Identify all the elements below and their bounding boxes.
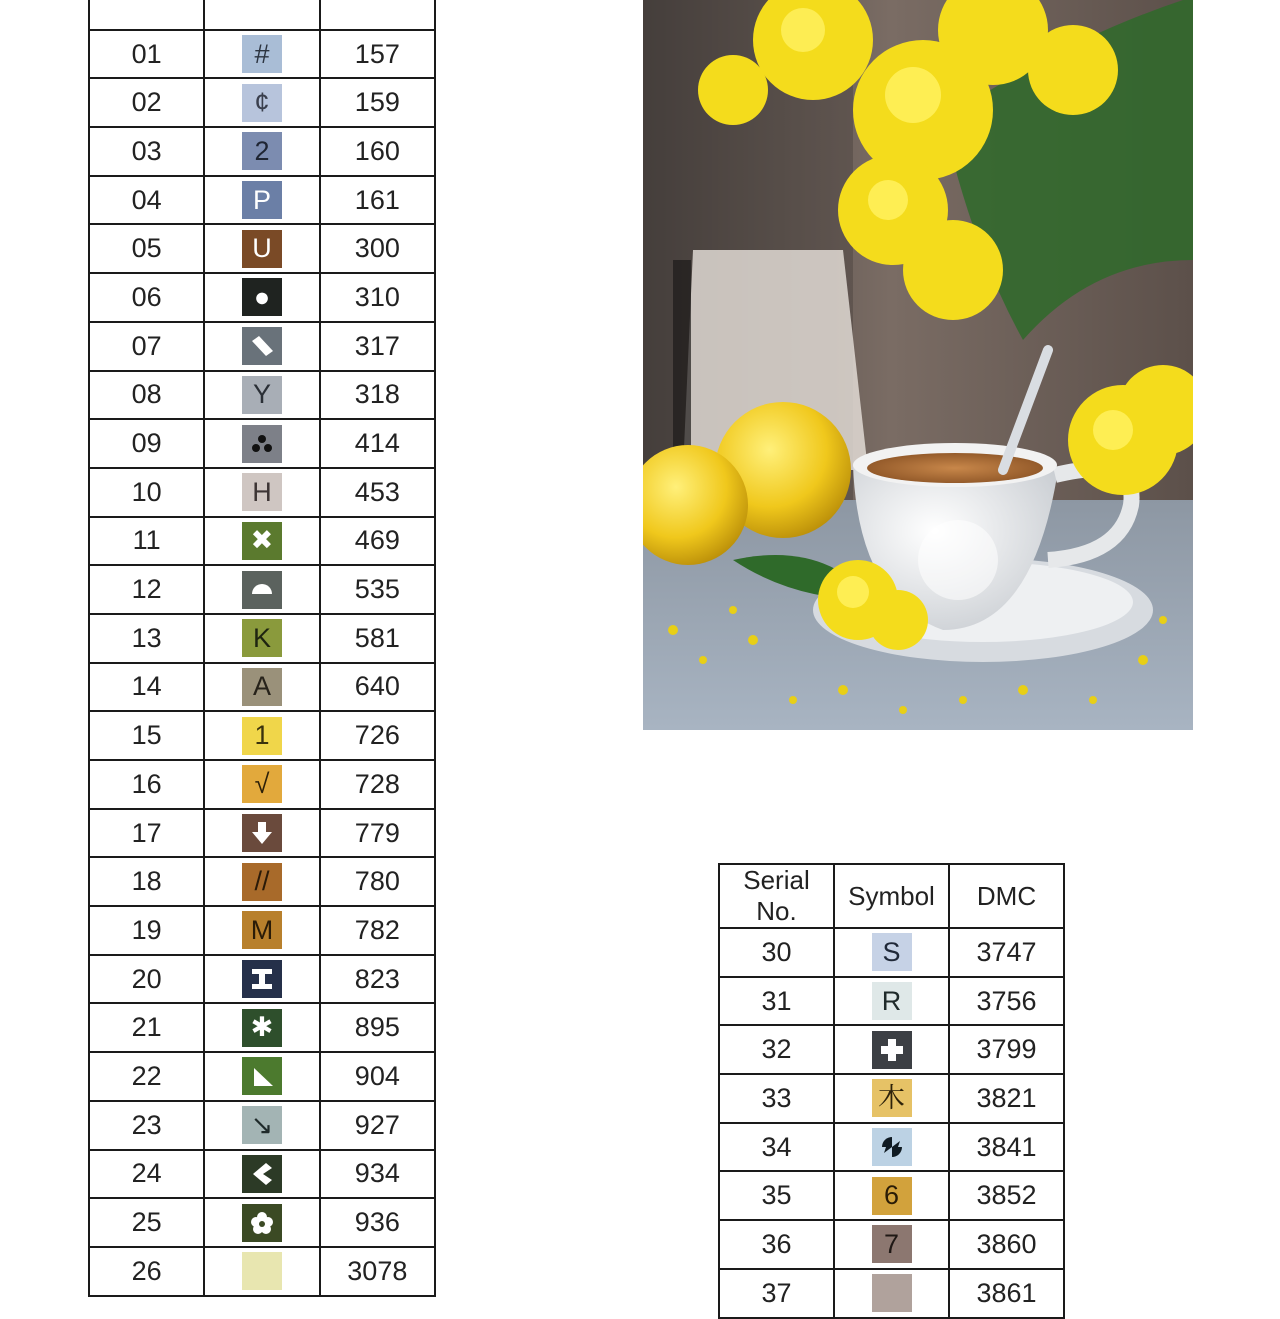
color-symbol-swatch: U bbox=[242, 230, 282, 268]
serial-number-cell: 24 bbox=[89, 1150, 204, 1199]
table-row bbox=[89, 614, 435, 663]
symbol-cell bbox=[204, 1101, 319, 1150]
table-row bbox=[89, 419, 435, 468]
mimosa-tea-photo bbox=[643, 0, 1193, 730]
serial-number-cell bbox=[89, 0, 204, 30]
table-row bbox=[89, 468, 435, 517]
serial-number-cell: 16 bbox=[89, 760, 204, 809]
symbol-cell bbox=[204, 760, 319, 809]
symbol-cell bbox=[834, 1220, 949, 1269]
symbol-cell bbox=[204, 1198, 319, 1247]
color-symbol-swatch: ✖ bbox=[242, 522, 282, 560]
symbol-cell bbox=[204, 322, 319, 371]
serial-number-cell: 34 bbox=[719, 1123, 834, 1172]
dmc-code-cell: 535 bbox=[320, 565, 435, 614]
symbol-cell bbox=[204, 176, 319, 225]
color-symbol-swatch: // bbox=[242, 863, 282, 901]
dmc-code-cell: 782 bbox=[320, 906, 435, 955]
color-symbol-swatch: # bbox=[242, 35, 282, 73]
color-symbol-swatch: 2 bbox=[242, 132, 282, 170]
dmc-code-cell: 780 bbox=[320, 857, 435, 906]
dmc-code-cell: 310 bbox=[320, 273, 435, 322]
serial-number-cell: 17 bbox=[89, 809, 204, 858]
symbol-cell bbox=[204, 1247, 319, 1296]
serial-number-cell: 36 bbox=[719, 1220, 834, 1269]
symbol-cell bbox=[204, 565, 319, 614]
dmc-code-cell: 161 bbox=[320, 176, 435, 225]
symbol-cell bbox=[834, 1025, 949, 1074]
serial-number-cell: 15 bbox=[89, 711, 204, 760]
serial-number-cell: 23 bbox=[89, 1101, 204, 1150]
color-symbol-swatch: H bbox=[242, 473, 282, 511]
serial-number-cell: 18 bbox=[89, 857, 204, 906]
table-row bbox=[89, 273, 435, 322]
color-symbol-swatch: Y bbox=[242, 376, 282, 414]
table-row bbox=[89, 857, 435, 906]
color-symbol-swatch: 1 bbox=[242, 717, 282, 755]
symbol-cell bbox=[204, 906, 319, 955]
serial-number-cell: 37 bbox=[719, 1269, 834, 1318]
symbol-cell bbox=[204, 468, 319, 517]
color-symbol-swatch: K bbox=[242, 619, 282, 657]
color-symbol-swatch: R bbox=[872, 982, 912, 1020]
color-symbol-swatch: A bbox=[242, 668, 282, 706]
table-row bbox=[89, 78, 435, 127]
serial-number-cell: 10 bbox=[89, 468, 204, 517]
color-symbol-swatch: √ bbox=[242, 765, 282, 803]
dmc-code-cell bbox=[320, 0, 435, 30]
serial-number-cell: 01 bbox=[89, 30, 204, 79]
table-row bbox=[89, 565, 435, 614]
serial-no-header: Serial No. bbox=[719, 864, 834, 928]
symbol-cell bbox=[204, 224, 319, 273]
table-row bbox=[89, 176, 435, 225]
table-row bbox=[719, 1074, 1064, 1123]
dmc-code-cell: 895 bbox=[320, 1003, 435, 1052]
symbol-cell bbox=[834, 1269, 949, 1318]
serial-number-cell: 35 bbox=[719, 1171, 834, 1220]
serial-number-cell: 05 bbox=[89, 224, 204, 273]
I-beam-icon bbox=[242, 960, 282, 998]
symbol-cell bbox=[204, 614, 319, 663]
flower-icon bbox=[242, 1204, 282, 1242]
serial-number-cell: 20 bbox=[89, 955, 204, 1004]
dmc-code-cell: 160 bbox=[320, 127, 435, 176]
serial-number-cell: 25 bbox=[89, 1198, 204, 1247]
dmc-code-cell: 581 bbox=[320, 614, 435, 663]
dmc-code-cell: 317 bbox=[320, 322, 435, 371]
table-row bbox=[89, 127, 435, 176]
symbol-cell bbox=[204, 517, 319, 566]
symbol-cell bbox=[204, 127, 319, 176]
dmc-code-cell: 728 bbox=[320, 760, 435, 809]
symbol-cell bbox=[834, 1123, 949, 1172]
dmc-code-cell: 3078 bbox=[320, 1247, 435, 1296]
serial-number-cell: 04 bbox=[89, 176, 204, 225]
pinwheel-icon bbox=[872, 1128, 912, 1166]
table-row bbox=[89, 0, 435, 30]
color-symbol-swatch: ✱ bbox=[242, 1009, 282, 1047]
dmc-code-cell: 936 bbox=[320, 1198, 435, 1247]
symbol-cell bbox=[204, 955, 319, 1004]
table-row bbox=[89, 809, 435, 858]
table-row bbox=[89, 517, 435, 566]
dmc-code-cell: 726 bbox=[320, 711, 435, 760]
dmc-code-cell: 927 bbox=[320, 1101, 435, 1150]
dmc-code-cell: 779 bbox=[320, 809, 435, 858]
dmc-legend-table-right bbox=[718, 863, 1065, 1319]
dmc-code-cell: 3852 bbox=[949, 1171, 1064, 1220]
symbol-cell bbox=[204, 809, 319, 858]
table-row bbox=[89, 711, 435, 760]
table-row bbox=[89, 30, 435, 79]
serial-number-cell: 30 bbox=[719, 928, 834, 977]
table-row bbox=[89, 1150, 435, 1199]
dmc-code-cell: 318 bbox=[320, 371, 435, 420]
dmc-code-cell: 3860 bbox=[949, 1220, 1064, 1269]
dmc-code-cell: 3821 bbox=[949, 1074, 1064, 1123]
dmc-code-cell: 453 bbox=[320, 468, 435, 517]
dmc-code-cell: 159 bbox=[320, 78, 435, 127]
diagonal-bar-icon bbox=[242, 327, 282, 365]
symbol-cell bbox=[204, 1150, 319, 1199]
color-symbol-swatch: ↘ bbox=[242, 1106, 282, 1144]
plus-icon bbox=[872, 1031, 912, 1069]
symbol-cell bbox=[204, 371, 319, 420]
symbol-cell bbox=[204, 0, 319, 30]
symbol-cell bbox=[834, 1171, 949, 1220]
symbol-cell bbox=[204, 1003, 319, 1052]
color-symbol-swatch: P bbox=[242, 181, 282, 219]
table-row bbox=[89, 1247, 435, 1296]
arrow-down-icon bbox=[242, 814, 282, 852]
table-row bbox=[89, 906, 435, 955]
serial-number-cell: 26 bbox=[89, 1247, 204, 1296]
table-row bbox=[89, 663, 435, 712]
table-row bbox=[719, 977, 1064, 1026]
table-row bbox=[89, 760, 435, 809]
serial-number-cell: 07 bbox=[89, 322, 204, 371]
color-symbol-swatch: 木 bbox=[872, 1079, 912, 1117]
table-header-row bbox=[719, 864, 1064, 928]
symbol-cell bbox=[204, 78, 319, 127]
serial-number-cell: 08 bbox=[89, 371, 204, 420]
dmc-code-cell: 640 bbox=[320, 663, 435, 712]
table-row bbox=[89, 371, 435, 420]
symbol-cell bbox=[834, 1074, 949, 1123]
serial-number-cell: 32 bbox=[719, 1025, 834, 1074]
symbol-header: Symbol bbox=[834, 864, 949, 928]
table-row bbox=[89, 322, 435, 371]
serial-number-cell: 03 bbox=[89, 127, 204, 176]
symbol-cell bbox=[204, 857, 319, 906]
color-symbol-swatch: 6 bbox=[872, 1177, 912, 1215]
dmc-code-cell: 823 bbox=[320, 955, 435, 1004]
color-symbol-swatch: ● bbox=[242, 278, 282, 316]
table-row bbox=[89, 1101, 435, 1150]
serial-number-cell: 21 bbox=[89, 1003, 204, 1052]
serial-number-cell: 22 bbox=[89, 1052, 204, 1101]
table-row bbox=[719, 928, 1064, 977]
serial-number-cell: 02 bbox=[89, 78, 204, 127]
dmc-code-cell: 157 bbox=[320, 30, 435, 79]
three-dots-icon bbox=[242, 425, 282, 463]
symbol-cell bbox=[204, 1052, 319, 1101]
table-row bbox=[719, 1269, 1064, 1318]
serial-number-cell: 12 bbox=[89, 565, 204, 614]
color-symbol-swatch: ¢ bbox=[242, 84, 282, 122]
table-row bbox=[89, 955, 435, 1004]
table-row bbox=[719, 1123, 1064, 1172]
color-symbol-swatch: S bbox=[872, 933, 912, 971]
table-row bbox=[89, 1003, 435, 1052]
dmc-code-cell: 300 bbox=[320, 224, 435, 273]
table-row bbox=[89, 224, 435, 273]
table-row bbox=[719, 1025, 1064, 1074]
serial-number-cell: 09 bbox=[89, 419, 204, 468]
corner-triangle-icon bbox=[242, 1057, 282, 1095]
dmc-legend-table-left bbox=[88, 0, 436, 1297]
chevron-left-icon bbox=[242, 1155, 282, 1193]
symbol-cell bbox=[204, 419, 319, 468]
dmc-code-cell: 904 bbox=[320, 1052, 435, 1101]
symbol-cell bbox=[204, 30, 319, 79]
color-symbol-swatch: M bbox=[242, 911, 282, 949]
dmc-code-cell: 934 bbox=[320, 1150, 435, 1199]
color-symbol-swatch bbox=[242, 1252, 282, 1290]
serial-number-cell: 33 bbox=[719, 1074, 834, 1123]
symbol-cell bbox=[204, 711, 319, 760]
half-dome-icon bbox=[242, 571, 282, 609]
symbol-cell bbox=[834, 928, 949, 977]
serial-number-cell: 31 bbox=[719, 977, 834, 1026]
dmc-code-cell: 3861 bbox=[949, 1269, 1064, 1318]
table-row bbox=[719, 1171, 1064, 1220]
dmc-code-cell: 3756 bbox=[949, 977, 1064, 1026]
dmc-code-cell: 469 bbox=[320, 517, 435, 566]
dmc-code-cell: 3747 bbox=[949, 928, 1064, 977]
serial-number-cell: 13 bbox=[89, 614, 204, 663]
dmc-code-cell: 414 bbox=[320, 419, 435, 468]
table-row bbox=[719, 1220, 1064, 1269]
symbol-cell bbox=[204, 273, 319, 322]
symbol-cell bbox=[204, 663, 319, 712]
serial-number-cell: 06 bbox=[89, 273, 204, 322]
color-symbol-swatch: 7 bbox=[872, 1225, 912, 1263]
serial-number-cell: 14 bbox=[89, 663, 204, 712]
table-row bbox=[89, 1052, 435, 1101]
dmc-code-cell: 3799 bbox=[949, 1025, 1064, 1074]
table-row bbox=[89, 1198, 435, 1247]
symbol-cell bbox=[834, 977, 949, 1026]
dmc-code-cell: 3841 bbox=[949, 1123, 1064, 1172]
dmc-header: DMC bbox=[949, 864, 1064, 928]
serial-number-cell: 19 bbox=[89, 906, 204, 955]
serial-number-cell: 11 bbox=[89, 517, 204, 566]
